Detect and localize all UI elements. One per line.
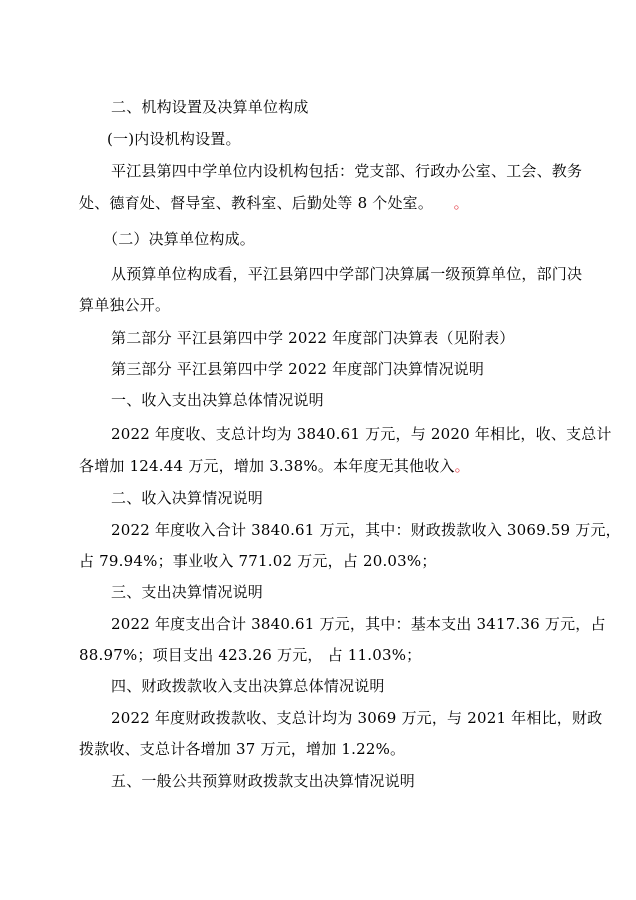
part-three-heading: 第三部分 平江县第四中学 2022 年度部门决算情况说明 <box>111 360 485 378</box>
paragraph-fiscal-allocation-line2: 拨款收、支总计各增加 37 万元，增加 1.22%。 <box>79 740 406 758</box>
section-heading-fiscal-allocation: 四、财政拨款收入支出决算总体情况说明 <box>111 677 385 695</box>
paragraph-internal-structure-line2 <box>79 193 469 213</box>
subheading-internal-structure: (一)内设机构设置。 <box>107 130 241 148</box>
paragraph-expense-line1: 2022 年度支出合计 3840.61 万元，其中：基本支出 3417.36 万元，占 <box>111 615 606 633</box>
paragraph-income-line2: 占 79.94%；事业收入 771.02 万元，占 20.03%； <box>79 552 437 570</box>
section-heading-income-expense-overall: 一、收入支出决算总体情况说明 <box>111 391 324 409</box>
paragraph-income-expense-overall-text: 各增加 124.44 万元，增加 3.38%。本年度无其他收入 <box>79 457 455 475</box>
paragraph-internal-structure-line1: 平江县第四中学单位内设机构包括：党支部、行政办公室、工会、教务 <box>111 162 583 180</box>
section-heading-income: 二、收入决算情况说明 <box>111 489 264 507</box>
section-heading-org-setup: 二、机构设置及决算单位构成 <box>111 98 309 116</box>
subheading-budget-units: （二）决算单位构成。 <box>103 230 256 248</box>
paragraph-expense-line2: 88.97%；项目支出 423.26 万元， 占 11.03%； <box>79 646 422 664</box>
section-heading-general-public-budget: 五、一般公共预算财政拨款支出决算情况说明 <box>111 772 416 790</box>
red-punctuation-mark: 。 <box>454 457 470 475</box>
paragraph-income-line1: 2022 年度收入合计 3840.61 万元，其中：财政拨款收入 3069.59 万元， <box>111 521 621 539</box>
paragraph-fiscal-allocation-line1: 2022 年度财政拨款收、支总计均为 3069 万元，与 2021 年相比，财政 <box>111 709 603 727</box>
paragraph-internal-structure-text: 处、德育处、督导室、教科室、后勤处等 8 个处室。 <box>79 194 426 212</box>
red-punctuation-mark: 。 <box>453 194 469 212</box>
part-two-heading: 第二部分 平江县第四中学 2022 年度部门决算表（见附表） <box>111 329 515 347</box>
paragraph-budget-units-line1: 从预算单位构成看，平江县第四中学部门决算属一级预算单位，部门决 <box>111 265 583 283</box>
paragraph-income-expense-overall-line2 <box>79 456 470 476</box>
paragraph-budget-units-line2: 算单独公开。 <box>79 296 171 314</box>
paragraph-income-expense-overall-line1: 2022 年度收、支总计均为 3840.61 万元，与 2020 年相比，收、支总计 <box>111 425 612 443</box>
section-heading-expense: 三、支出决算情况说明 <box>111 583 264 601</box>
